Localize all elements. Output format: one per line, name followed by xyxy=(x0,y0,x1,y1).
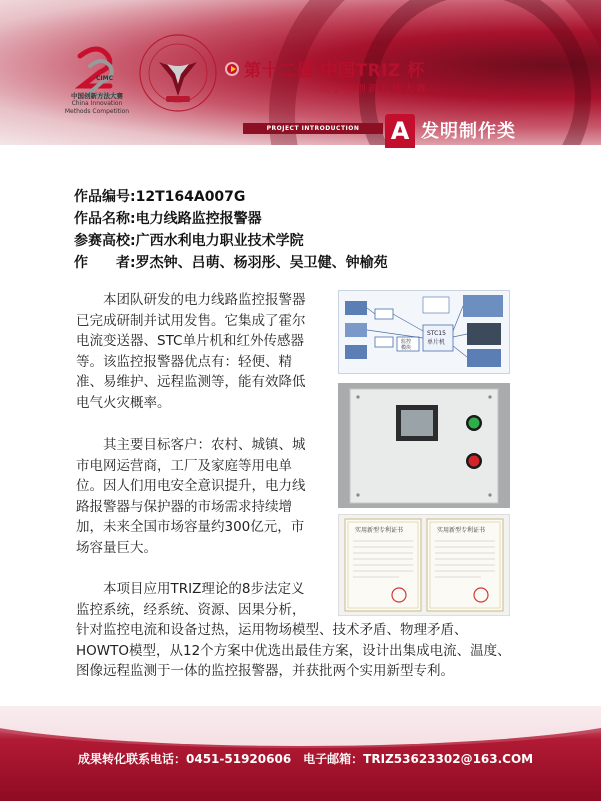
text-line: 本项目应用TRIZ理论的8步法定义 xyxy=(103,581,305,597)
stc15-label: STC15 xyxy=(427,330,446,337)
project-info xyxy=(74,186,554,274)
category-label: 发明制作类 xyxy=(421,121,516,142)
competition-title: 第十二届 中国TRIZ 杯 xyxy=(244,61,425,81)
patent-certificates xyxy=(338,514,510,616)
paragraph-2 xyxy=(76,435,306,558)
project-school: 参赛高校:广西水利电力职业技术学院 xyxy=(74,233,304,249)
cert-1-title: 实用新型专利证书 xyxy=(355,527,404,534)
text-line: 准、易维护、远程监测等，能有效降低 xyxy=(76,374,306,390)
paragraph-1 xyxy=(76,290,306,413)
text-line: 电气火灾概率。 xyxy=(76,394,171,411)
monitor-module-label-1: 监控 xyxy=(401,339,412,345)
text-line: 加，未来全国市场容量约300亿元，市 xyxy=(76,519,305,535)
system-block-diagram xyxy=(338,290,510,374)
mcu-label: 单片机 xyxy=(427,339,446,346)
project-name: 作品名称:电力线路监控报警器 xyxy=(74,211,262,227)
contact-info: 成果转化联系电话：0451-51920606 电子邮箱：TRIZ53623302@163.COM xyxy=(78,752,534,766)
cert-2-title: 实用新型专利证书 xyxy=(437,527,486,534)
triz-cup-seal xyxy=(137,32,219,114)
text-line: 本团队研发的电力线路监控报警器 xyxy=(103,292,306,308)
cimc-name-en2: Methods Competition xyxy=(64,108,130,115)
text-line: 等。该监控报警器优点有：轻便、精 xyxy=(76,353,292,370)
text-line: 路报警器与保护器的市场需求持续增 xyxy=(76,498,292,515)
text-line: 监控系统，经系统、资源、因果分析， xyxy=(76,601,306,618)
title-bullet-icon xyxy=(225,62,239,76)
text-line: 场容量巨大。 xyxy=(76,539,157,556)
monitor-module-label-2: 模块 xyxy=(401,345,412,351)
text-line: 已完成研制并试用发售。它集成了霍尔 xyxy=(76,312,306,329)
cimc-name: 中国创新方法大赛 xyxy=(71,92,123,100)
text-line: 其主要目标客户：农村、城镇、城 xyxy=(103,437,306,453)
project-authors: 作 者:罗杰钟、吕萌、杨羽彤、吴卫健、钟榆苑 xyxy=(74,255,388,271)
text-line: 针对监控电流和设备过热，运用物场模型、技术矛盾、物理矛盾、 xyxy=(76,622,468,638)
text-line: 图像远程监测于一体的监控报警器，并获批两个实用新型专利。 xyxy=(76,663,454,679)
device-photo xyxy=(338,383,510,508)
text-line: 位。因人们用电安全意识提升，电力线 xyxy=(76,478,306,494)
project-intro-label: PROJECT INTRODUCTION xyxy=(266,125,360,132)
cimc-name-en1: China Innovation xyxy=(71,100,123,107)
text-line: 市电网运营商，工厂及家庭等用电单 xyxy=(76,457,292,474)
category-letter-badge: A xyxy=(385,114,415,148)
competition-subtitle: 大学生创新方法大赛 xyxy=(320,84,428,95)
cimc-mark: CIMC xyxy=(96,75,114,82)
cimc-logo-caption xyxy=(52,92,142,116)
text-line: 电流变送器、STC单片机和红外传感器 xyxy=(76,333,304,349)
text-line: HOWTO模型，从12个方案中优选出最佳方案，设计出集成电流、温度、 xyxy=(76,642,511,659)
project-number: 作品编号:12T164A007G xyxy=(74,189,246,205)
